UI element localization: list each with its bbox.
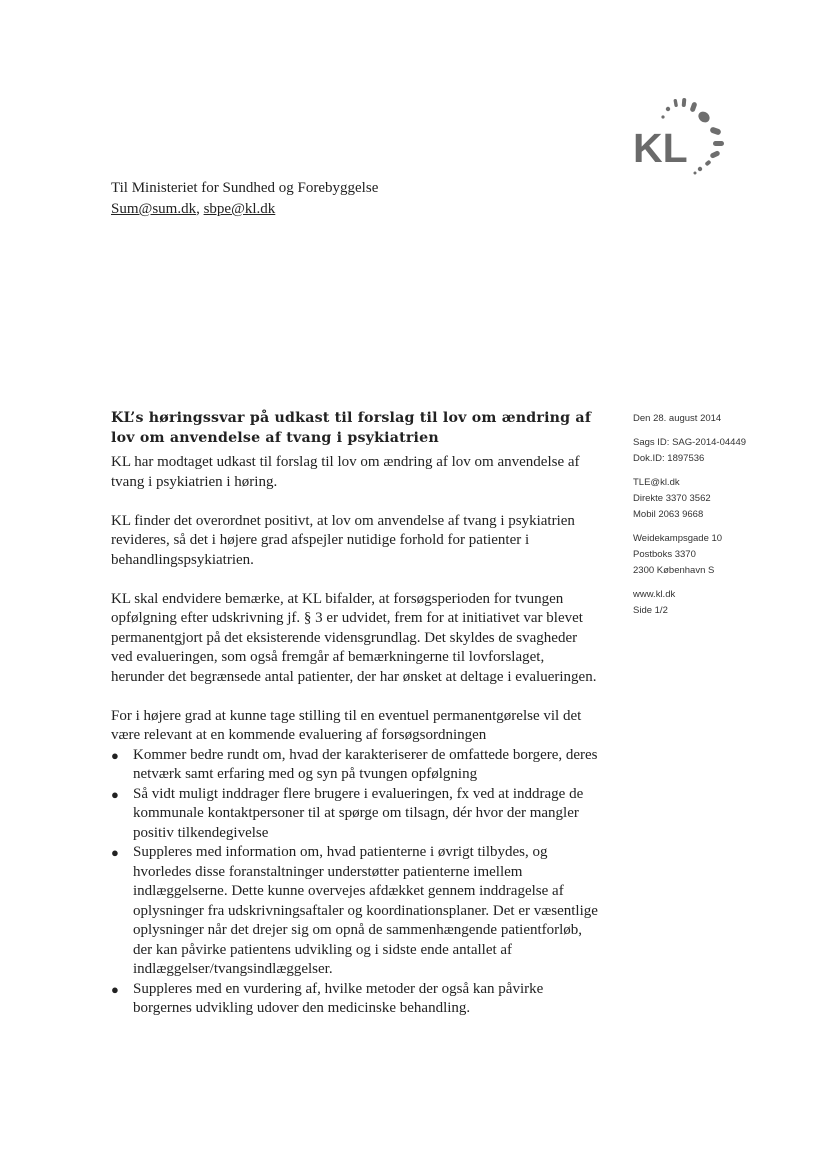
- dok-id: Dok.ID: 1897536: [633, 453, 705, 464]
- list-item: [111, 843, 601, 980]
- email-separator: ,: [196, 201, 200, 217]
- website: www.kl.dk: [633, 589, 676, 600]
- bullet-list: [111, 746, 601, 1019]
- list-item: [111, 785, 601, 844]
- sidebar-date-group: [633, 411, 823, 427]
- letter-body: [111, 408, 601, 1019]
- sidebar-web-group: [633, 587, 823, 619]
- recipient-email-link-2[interactable]: sbpe@kl.dk: [203, 201, 276, 217]
- logo-text: KL: [633, 125, 688, 171]
- list-item: [111, 746, 601, 785]
- address-postbox: Postboks 3370: [633, 549, 696, 560]
- letter-date: Den 28. august 2014: [633, 413, 722, 424]
- recipient-line: Til Ministeriet for Sundhed og Forebyggelse: [111, 180, 379, 196]
- contact-direct: Direkte 3370 3562: [633, 493, 711, 504]
- sidebar-meta: [633, 411, 823, 627]
- paragraph-1: KL har modtaget udkast til forslag til lov om ændring af lov om anvendelse af tvang i psykiatrien i høring.: [111, 454, 580, 490]
- list-item: [111, 980, 601, 1019]
- address-city: 2300 København S: [633, 565, 715, 576]
- bullet-icon: ●: [111, 845, 119, 860]
- address-street: Weidekampsgade 10: [633, 533, 723, 544]
- bullet-icon: ●: [111, 981, 119, 997]
- contact-email: TLE@kl.dk: [633, 477, 680, 488]
- contact-mobile: Mobil 2063 9668: [633, 509, 704, 520]
- sidebar-ids-group: [633, 435, 823, 467]
- letter-title: KL’s høringssvar på udkast til forslag til lov om ændring af lov om anvendelse af tvang i psykiatrien: [111, 410, 592, 446]
- bullet-icon: ●: [111, 747, 119, 763]
- sags-id: Sags ID: SAG-2014-04449: [633, 437, 747, 448]
- page-number: Side 1/2: [633, 605, 668, 616]
- recipient-emails: [111, 199, 378, 220]
- paragraph-4: For i højere grad at kunne tage stilling til en eventuel permanentgørelse vil det være relevant at en kommende evaluering af forsøgsordningen: [111, 707, 582, 743]
- kl-logo: [630, 95, 730, 185]
- recipient-email-link-1[interactable]: Sum@sum.dk: [111, 201, 197, 217]
- paragraph-3: KL skal endvidere bemærke, at KL bifalder, at forsøgsperioden for tvungen opfølgning efter udskrivning jf. § 3 er udvidet, frem for at initiativet var blevet permanentgjort på det eksisterende vidensgrundlag. Det skyldes de svagheder ved evalueringen, som også fremgår af bemærkningerne til lovforslaget, herunder det begrænsede antal patienter, der har ønsket at deltage i evalueringen.: [111, 590, 597, 685]
- list-item-text: Kommer bedre rundt om, hvad der karakteriserer de omfattede borgere, deres netværk samt erfaring med og syn på tvungen opfølgning: [133, 746, 598, 782]
- list-item-text: Så vidt muligt inddrager flere brugere i evalueringen, fx ved at inddrage de kommunale kontaktpersoner til at spørge om tilsagn, dér hvor der mangler positiv tilkendegivelse: [133, 785, 584, 841]
- list-item-text: Suppleres med information om, hvad patienterne i øvrigt tilbydes, og hvorledes disse foranstaltninger understøtter patienterne imellem indlæggelserne. Dette kunne overvejes afdækket gennem inddragelse af oplysninger fra udskrivningsaftaler og koordinationsplaner. Det er væsentlige oplysninger når det drejer sig om opnå de sammenhængende patientforløb, der kan påvirke patientens udvikling og i sidste ende antallet af indlæggelser/tvangsindlæggelser.: [133, 844, 598, 977]
- bullet-icon: ●: [111, 786, 119, 802]
- recipient-block: [111, 178, 378, 220]
- list-item-text: Suppleres med en vurdering af, hvilke metoder der også kan påvirke borgernes udvikling udover den medicinske behandling.: [133, 980, 544, 1016]
- sidebar-address-group: [633, 531, 823, 579]
- paragraph-2: KL finder det overordnet positivt, at lov om anvendelse af tvang i psykiatrien revideres, så det i højere grad afspejler nutidige forhold for patienter i behandlingspsykiatrien.: [111, 512, 575, 568]
- sidebar-contact-group: [633, 475, 823, 523]
